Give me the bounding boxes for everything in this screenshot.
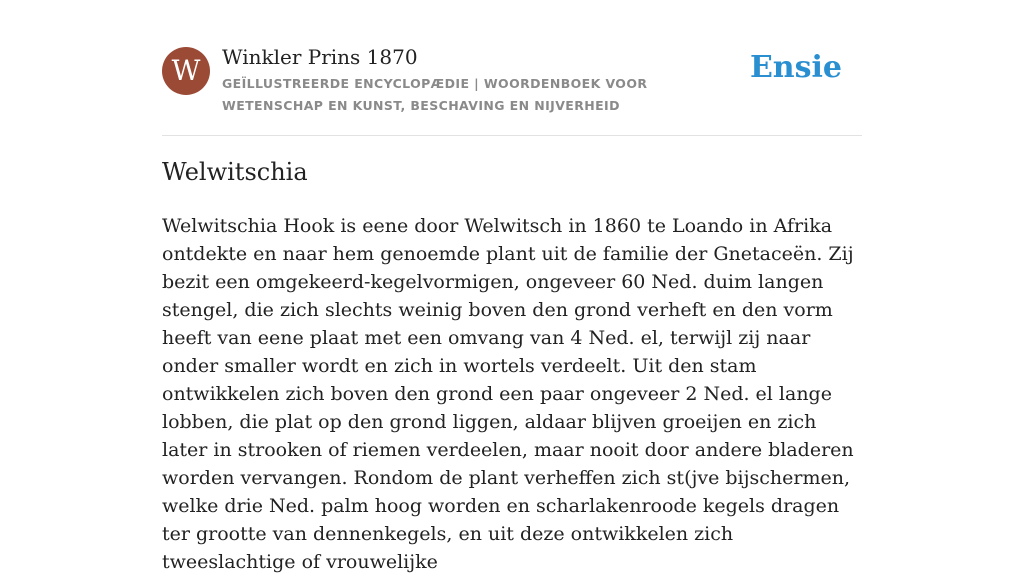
article-body: Welwitschia Hook is eene door Welwitsch in 1860 te Loando in Afrika ontdekte en naar hem genoemde plant uit de familie der Gnetaceën. Zij bezit een omgekeerd-kegelvormigen, ongeveer 60 Ned. duim langen stengel, die zich slechts weinig boven den grond verheft en den vorm heeft van eene plaat met een omvang van 4 Ned. el, terwijl zij naar onder smaller wordt en zich in wortels verdeelt. Uit den stam ontwikkelen zich boven den grond een paar ongeveer 2 Ned. el lange lobben, die plat op den grond liggen, aldaar blijven groeijen en zich later in strooken of riemen verdeelen, maar nooit door andere bladeren worden vervangen. Rondom de plant verheffen zich st(jve bijschermen, welke drie Ned. palm hoog worden en scharlakenroode kegels dragen ter grootte van dennenkegels, en uit deze ontwikkelen zich tweeslachtige of vrouwelijke bbox=[162, 215, 854, 573]
source-avatar[interactable]: W bbox=[162, 47, 210, 95]
source-title[interactable]: Winkler Prins 1870 bbox=[222, 45, 418, 69]
article-title: Welwitschia bbox=[162, 158, 308, 186]
ensie-logo[interactable]: Ensie bbox=[749, 50, 842, 85]
source-header bbox=[162, 0, 862, 136]
page-container bbox=[162, 0, 862, 573]
source-subtitle: GEÏLLUSTREERDE ENCYCLOPÆDIE | WOORDENBOEK VOOR WETENSCHAP EN KUNST, BESCHAVING EN NIJVERHEID bbox=[222, 76, 648, 113]
